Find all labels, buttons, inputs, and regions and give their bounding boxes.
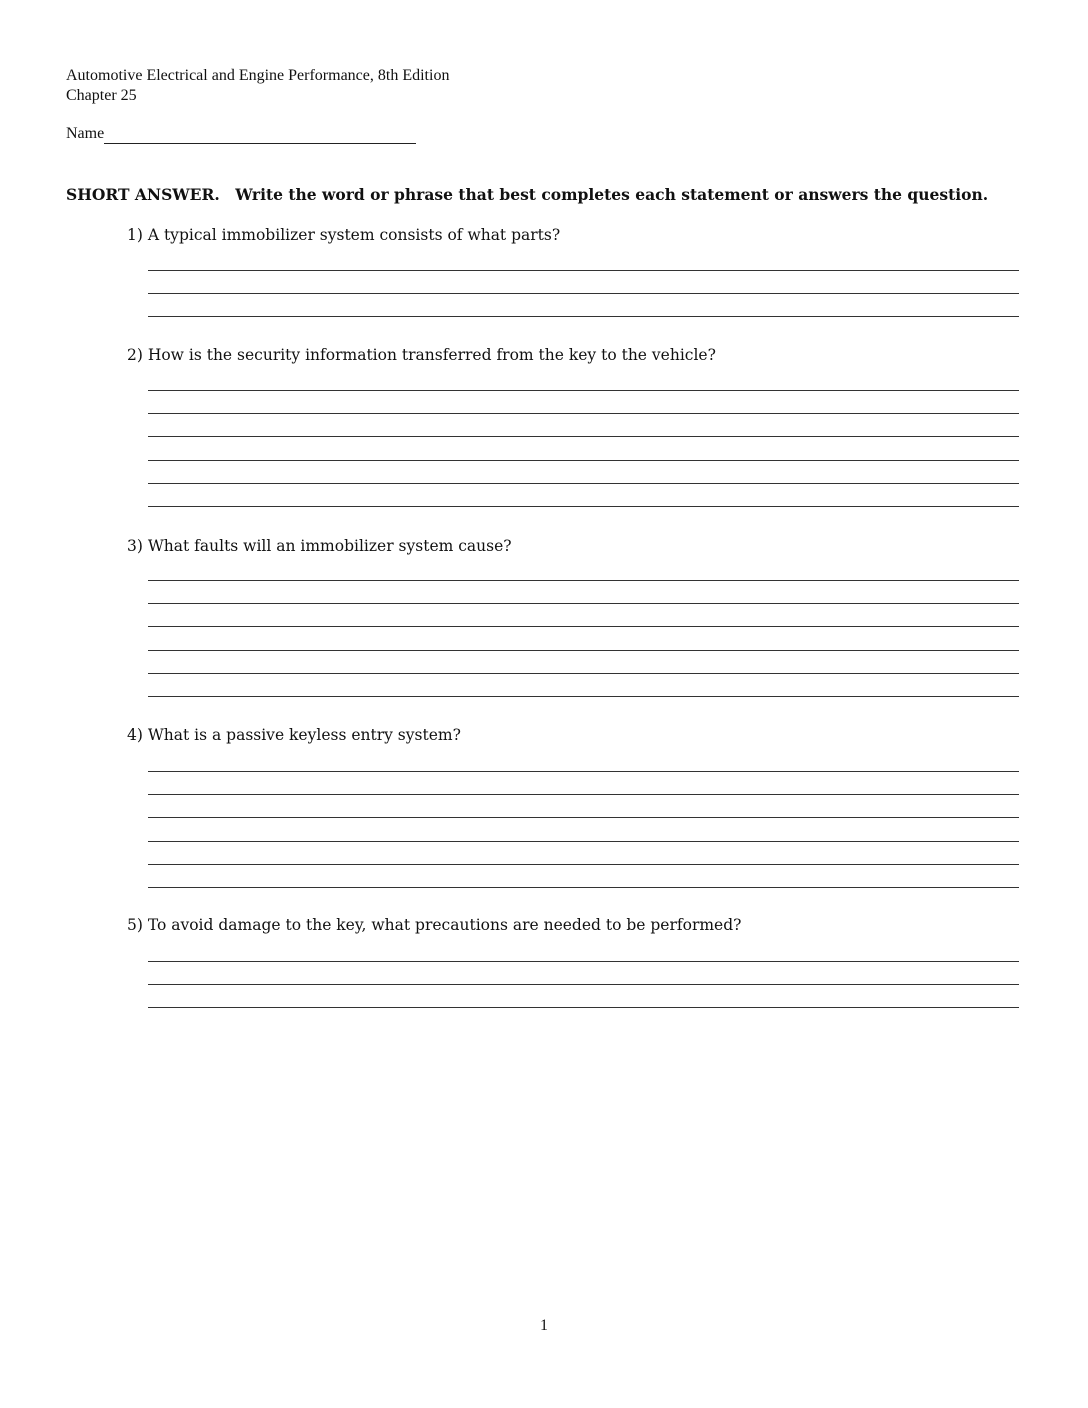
answer-line[interactable] [148, 696, 1019, 697]
question-1 [127, 224, 1019, 246]
name-label: Name [66, 125, 105, 142]
instructions-text: Write the word or phrase that best completes each statement or answers the question. [235, 185, 989, 204]
question-3 [127, 535, 1019, 557]
question-4 [127, 724, 1019, 746]
instructions-lead: SHORT ANSWER. [66, 185, 220, 204]
answer-line[interactable] [148, 460, 1019, 461]
question-text: 2) How is the security information transferred from the key to the vehicle? [127, 346, 716, 364]
answer-line[interactable] [148, 794, 1019, 795]
answer-line[interactable] [148, 413, 1019, 414]
question-text: 4) What is a passive keyless entry system? [127, 726, 461, 744]
book-title: Automotive Electrical and Engine Performance, 8th Edition [66, 67, 450, 84]
name-row [66, 124, 416, 144]
answer-line[interactable] [148, 603, 1019, 604]
answer-line[interactable] [148, 1007, 1019, 1008]
answer-line[interactable] [148, 841, 1019, 842]
page-number: 1 [540, 1317, 548, 1334]
answer-line[interactable] [148, 316, 1019, 317]
instructions [66, 184, 988, 206]
chapter-label: Chapter 25 [66, 87, 137, 104]
answer-line[interactable] [148, 436, 1019, 437]
answer-line[interactable] [148, 864, 1019, 865]
answer-line[interactable] [148, 961, 1019, 962]
question-text: 3) What faults will an immobilizer system cause? [127, 537, 512, 555]
question-5 [127, 914, 1019, 936]
answer-line[interactable] [148, 293, 1019, 294]
answer-line[interactable] [148, 887, 1019, 888]
answer-line[interactable] [148, 626, 1019, 627]
answer-line[interactable] [148, 771, 1019, 772]
question-text: 1) A typical immobilizer system consists of what parts? [127, 226, 561, 244]
answer-line[interactable] [148, 506, 1019, 507]
name-field[interactable] [104, 125, 416, 144]
answer-line[interactable] [148, 650, 1019, 651]
question-2 [127, 344, 1019, 366]
answer-line[interactable] [148, 984, 1019, 985]
answer-line[interactable] [148, 483, 1019, 484]
answer-line[interactable] [148, 817, 1019, 818]
answer-line[interactable] [148, 270, 1019, 271]
answer-line[interactable] [148, 673, 1019, 674]
question-text: 5) To avoid damage to the key, what precautions are needed to be performed? [127, 916, 742, 934]
answer-line[interactable] [148, 390, 1019, 391]
answer-line[interactable] [148, 580, 1019, 581]
